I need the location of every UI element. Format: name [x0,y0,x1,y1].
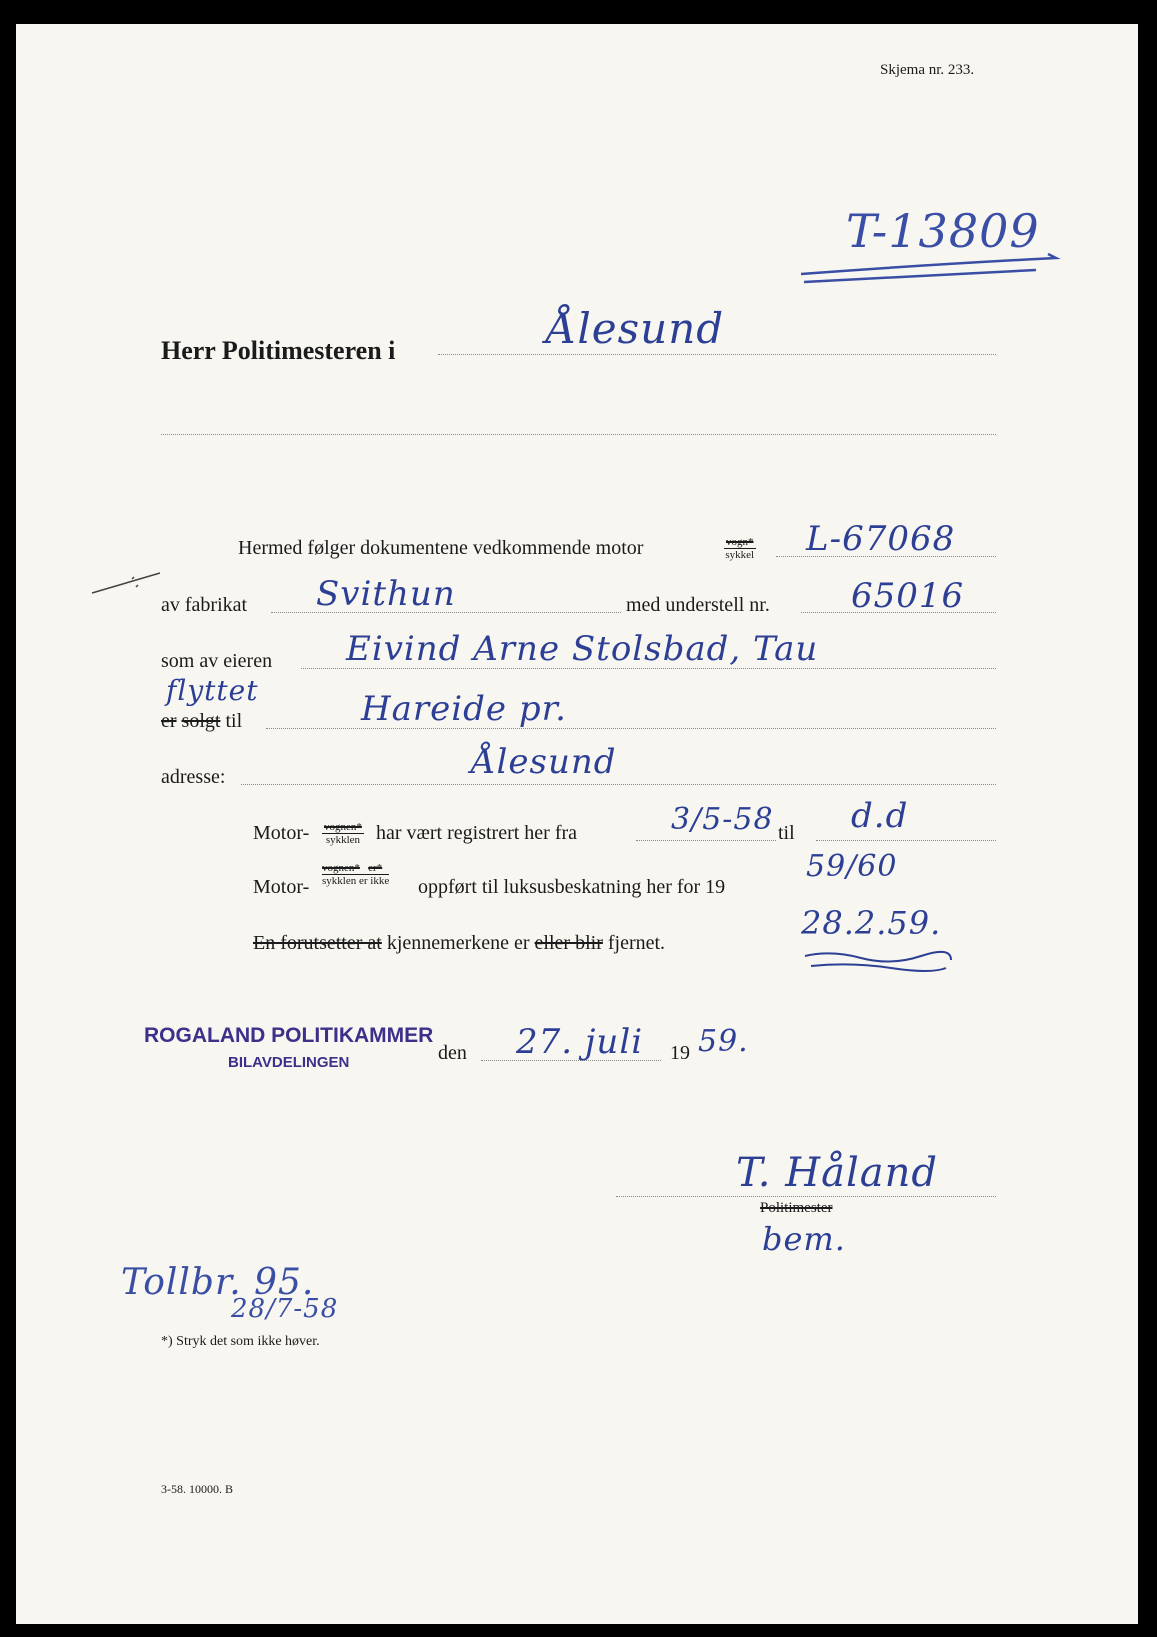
address-label: adresse: [161,766,226,788]
registered-to: d.d [851,796,909,836]
file-number-underline [796,246,1066,286]
moved-label [161,710,242,733]
vehicle-type-top: vogn* [726,536,754,548]
registered-til: til [778,822,795,844]
margin-note-line2: 28/7-58 [231,1294,339,1324]
moved-destination: Hareide pr. [361,689,567,729]
recipient-city: Ålesund [546,304,725,353]
address-line [241,784,996,785]
dateline-year-prefix: 19 [670,1042,690,1064]
recipient-label: Herr Politimesteren i [161,336,396,365]
margin-mark [88,569,168,599]
reg-number: L-67068 [806,519,956,559]
plates-sentence [253,932,665,955]
vehicle-intro: Hermed følger dokumentene vedkommende motor [238,537,644,559]
police-stamp-line2: BILAVDELINGEN [228,1054,350,1071]
luxury-frac-bottom-a: sykklen [322,875,357,887]
recipient-line [438,354,996,355]
luxury-frac-top-a: vognen* [322,862,360,874]
dateline-date: 27. juli [516,1022,644,1062]
registered-frac-top: vognen* [324,821,362,833]
luxury-text: oppført til luksusbeskatning her for 19 [418,876,726,898]
plates-struck-mid: eller blir [534,932,603,954]
police-stamp-line1: ROGALAND POLITIKAMMER [144,1024,434,1047]
luxury-year: 59/60 [806,849,898,884]
registered-text: har vært registrert her fra [376,822,578,844]
luxury-frac-top-b: er* [368,862,383,874]
luxury-frac-bottom-b: er ikke [358,875,390,887]
registered-to-line [816,840,996,841]
file-number: T-13809 [846,204,1040,258]
registered-frac-bottom: sykklen [325,834,361,846]
luxury-prefix: Motor- [253,876,310,898]
manufacturer-label: av fabrikat [161,594,248,616]
footnote: *) Stryk det som ikke høver. [161,1334,320,1349]
signature-line [616,1196,996,1197]
manufacturer-value: Svithun [316,574,456,614]
margin-note-line1: Tollbr. 95. [121,1262,315,1303]
moved-suffix: til [225,710,243,732]
dateline-label: den [438,1042,467,1064]
moved-prefix: er [161,710,177,732]
vehicle-type-fraction [724,536,756,561]
plates-date: 28.2.59. [801,904,942,942]
registered-prefix: Motor- [253,822,310,844]
address-city: Ålesund [471,742,617,782]
registered-from-line [636,840,776,841]
moved-correction: flyttet [166,674,259,707]
recipient-line-2 [161,434,996,435]
owner-label: som av eieren [161,650,273,672]
chassis-label: med understell nr. [626,594,770,616]
plates-text: kjennemerkene er [386,932,530,954]
signature-title: Politimester [760,1200,833,1216]
signature-note: bem. [762,1220,846,1258]
owner-name: Eivind Arne Stolsbad, Tau [346,629,819,669]
luxury-fraction [322,862,389,887]
signature-name: T. Håland [736,1150,938,1196]
plates-date-underline [801,946,961,976]
print-code: 3-58. 10000. B [161,1482,233,1496]
document-page [16,24,1138,1624]
form-number: Skjema nr. 233. [880,62,975,78]
vehicle-type-bottom: sykkel [725,549,755,561]
chassis-number: 65016 [851,576,965,616]
registered-from: 3/5-58 [671,802,774,837]
registered-fraction [322,821,364,846]
moved-struck: solgt [181,710,221,732]
dateline-year-suffix: 59. [698,1024,749,1059]
plates-suffix: fjernet. [607,932,666,954]
plates-struck-start: En forutsetter at [253,932,382,954]
